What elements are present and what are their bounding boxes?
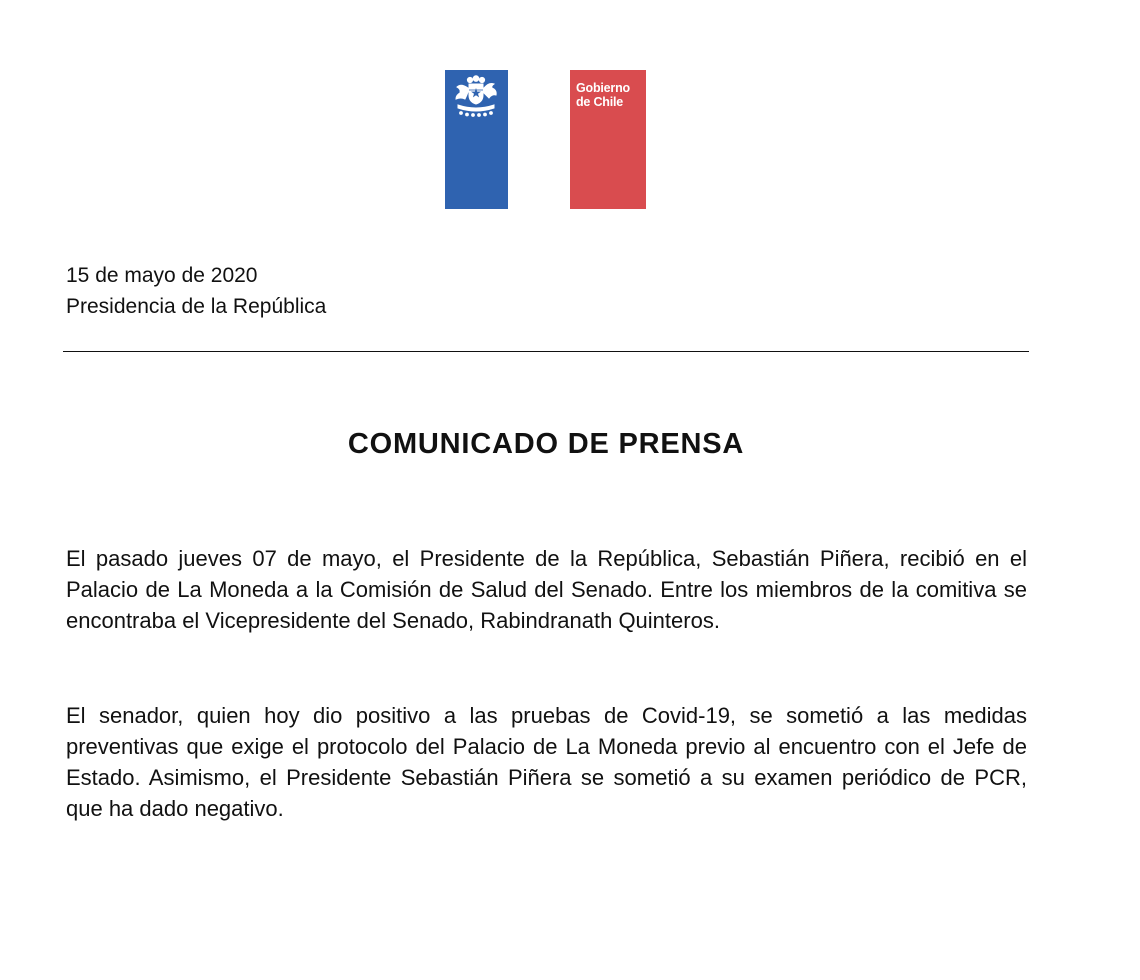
coat-of-arms-icon: [451, 75, 502, 119]
document-header: [66, 260, 326, 322]
body-paragraph-2: El senador, quien hoy dio positivo a las pruebas de Covid-19, se sometió a las medidas preventivas que exige el protocolo del Palacio de La Moneda previo al encuentro con el Jefe de Estado. Asimismo, el Presidente Sebastián Piñera se sometió a su examen periódico de PCR, que ha dado negativo.: [66, 703, 1027, 821]
logo-coat-of-arms-panel: [445, 70, 508, 209]
header-divider: [63, 351, 1029, 352]
logo-brand-text: Gobierno de Chile: [576, 81, 630, 109]
document-title: COMUNICADO DE PRENSA: [347, 428, 745, 460]
body-paragraph-1: El pasado jueves 07 de mayo, el Presidente de la República, Sebastián Piñera, recibió en el Palacio de La Moneda a la Comisión de Salud del Senado. Entre los miembros de la comitiva se encontraba el Vicepresidente del Senado, Rabindranath Quinteros.: [66, 546, 1027, 633]
issuing-office: Presidencia de la República: [66, 295, 327, 318]
logo-gobierno-de-chile: Gobierno de Chile gob.cl: [570, 70, 646, 209]
document-date: 15 de mayo de 2020: [66, 264, 258, 287]
